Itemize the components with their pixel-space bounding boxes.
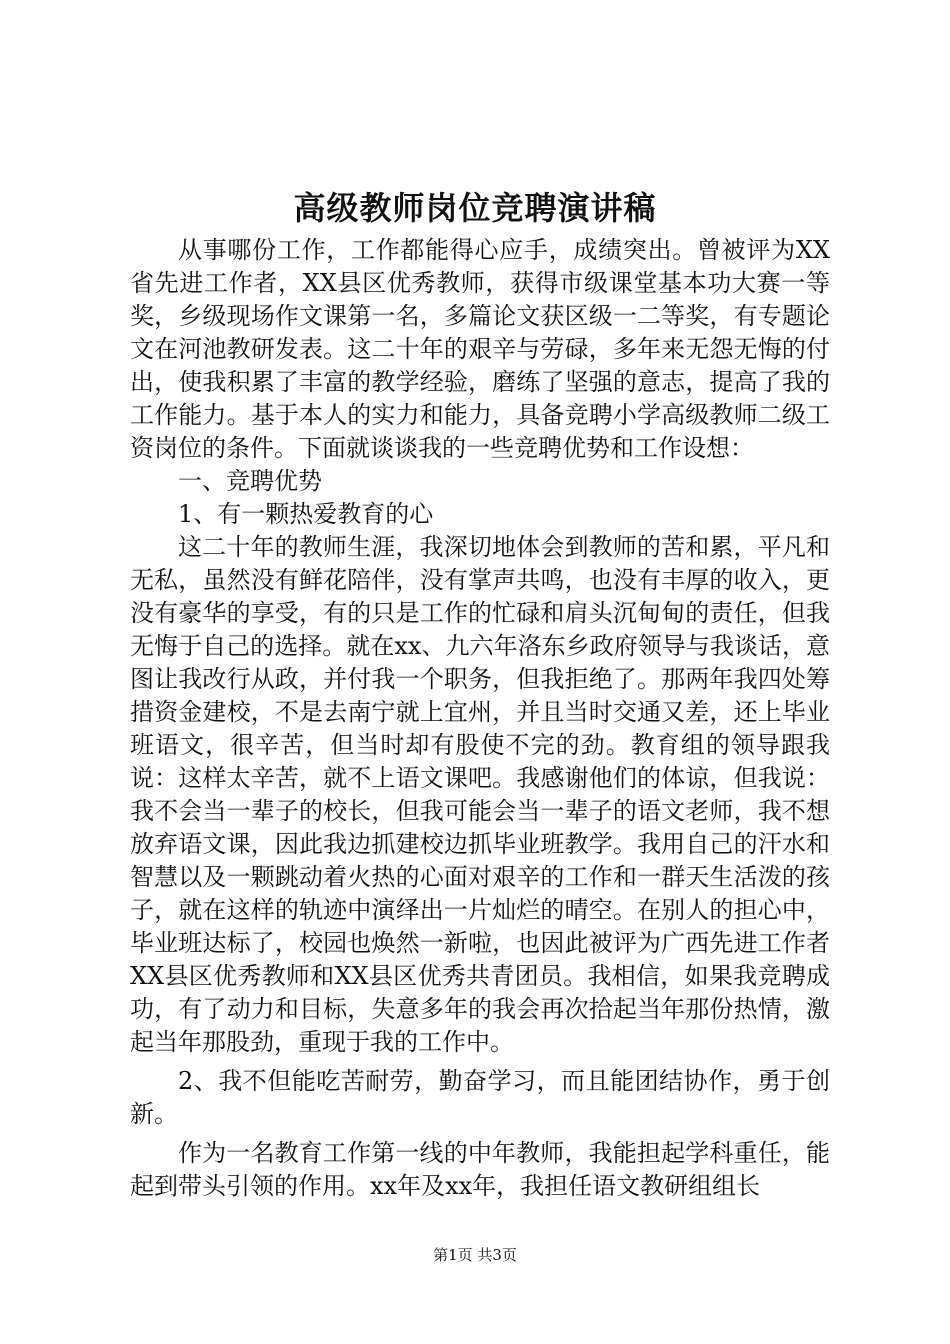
document-title: 高级教师岗位竞聘演讲稿 xyxy=(293,189,657,227)
section-heading-advantages: 一、竞聘优势 xyxy=(178,467,322,495)
paragraph-teaching-role: 作为一名教育工作第一线的中年教师，我能担起学科重任，能起到带头引领的作用。xx年及xx年，我担任语文教研组组长 xyxy=(130,1139,830,1200)
paragraph-intro: 从事哪份工作，工作都能得心应手，成绩突出。曾被评为XX省先进工作者，XX县区优秀教师，获得市级课堂基本功大赛一等奖，乡级现场作文课第一名，多篇论文获区级一二等奖，有专题论文在河池教研发表。这二十年的艰辛与劳碌，多年来无怨无悔的付出，使我积累了丰富的教学经验，磨练了坚强的意志，提高了我的工作能力。基于本人的实力和能力，具备竞聘小学高级教师二级工资岗位的条件。下面就谈谈我的一些竞聘优势和工作设想： xyxy=(130,236,830,462)
document-body xyxy=(130,234,830,1203)
subheading-hardworking: 2、我不但能吃苦耐劳，勤奋学习，而且能团结协作，勇于创新。 xyxy=(130,1067,830,1128)
paragraph-career: 这二十年的教师生涯，我深切地体会到教师的苦和累，平凡和无私，虽然没有鲜花陪伴，没有掌声共鸣，也没有丰厚的收入，更没有豪华的享受，有的只是工作的忙碌和肩头沉甸甸的责任，但我无悔于自己的选择。就在xx、九六年洛东乡政府领导与我谈话，意图让我改行从政，并付我一个职务，但我拒绝了。那两年我四处筹措资金建校，不是去南宁就上宜州，并且当时交通又差，还上毕业班语文，很辛苦，但当时却有股使不完的劲。教育组的领导跟我说：这样太辛苦，就不上语文课吧。我感谢他们的体谅，但我说：我不会当一辈子的校长，但我可能会当一辈子的语文老师，我不想放弃语文课，因此我边抓建校边抓毕业班教学。我用自己的汗水和智慧以及一颗跳动着火热的心面对艰辛的工作和一群天生活泼的孩子，就在这样的轨迹中演绎出一片灿烂的晴空。在别人的担心中，毕业班达标了，校园也焕然一新啦，也因此被评为广西先进工作者XX县区优秀教师和XX县区优秀共青团员。我相信，如果我竞聘成功，有了动力和目标，失意多年的我会再次拾起当年那份热情，激起当年那股劲，重现于我的工作中。 xyxy=(130,533,830,1056)
subheading-love-education: 1、有一颗热爱教育的心 xyxy=(178,500,434,528)
page-footer: 第1页 共3页 xyxy=(433,1246,517,1264)
